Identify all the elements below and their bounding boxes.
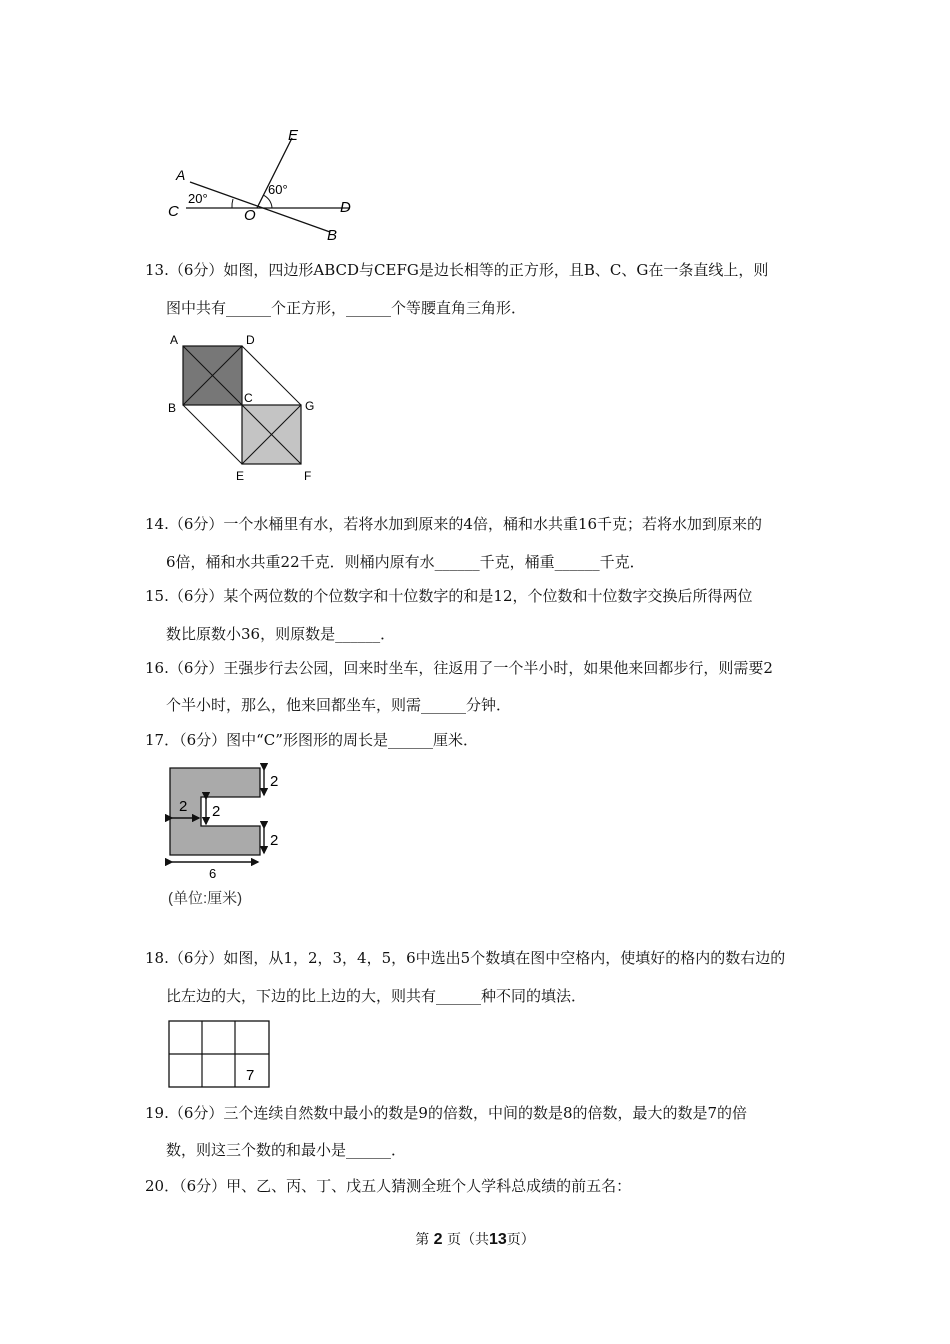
sq-label-A: A: [170, 333, 179, 347]
label-O: O: [244, 207, 256, 224]
q13-line1: 13.（6分）如图，四边形ABCD与CEFG是边长相等的正方形，且B、C、G在一条直线上，则: [145, 261, 769, 279]
q18-line2: 比左边的大，下边的比上边的大，则共有______种不同的填法．: [166, 987, 587, 1005]
c-dim-inner-h: 2: [212, 803, 221, 820]
q19-line2: 数，则这三个数的和最小是______．: [166, 1141, 407, 1159]
q18-line1: 18.（6分）如图，从1，2，3，4，5，6中选出5个数填在图中空格内，使填好的格内的数右边的: [145, 949, 786, 967]
page-footer: [0, 1229, 950, 1249]
q19-line1: 19.（6分）三个连续自然数中最小的数是9的倍数，中间的数是8的倍数，最大的数是7的倍: [145, 1104, 748, 1122]
q16-line2: 个半小时，那么，他来回都坐车，则需______分钟．: [166, 696, 512, 714]
label-E: E: [288, 127, 299, 144]
c-dim-inner-w: 2: [179, 798, 188, 815]
squares-figure: [160, 328, 330, 488]
q16-line1: 16.（6分）王强步行去公园，回来时坐车，往返用了一个半小时，如果他来回都步行，则需要2: [145, 659, 773, 677]
c-dim-width: 6: [209, 866, 217, 881]
c-shape-figure: [160, 760, 300, 912]
label-B: B: [327, 227, 338, 244]
angle-20: 20°: [188, 191, 208, 206]
q14-line1: 14.（6分）一个水桶里有水，若将水加到原来的4倍，桶和水共重16千克；若将水加到原来的: [145, 515, 763, 533]
q15-line1: 15.（6分）某个两位数的个位数字和十位数字的和是12，个位数和十位数字交换后所得两位: [145, 587, 753, 605]
q14-line2: 6倍，桶和水共重22千克．则桶内原有水______千克，桶重______千克．: [166, 553, 645, 571]
q17-line1: 17．（6分）图中“C”形图形的周长是______厘米．: [145, 731, 478, 749]
angle-figure: [160, 120, 370, 250]
sq-label-C: C: [244, 391, 253, 405]
footer-total: 13: [489, 1231, 507, 1248]
q15-line2: 数比原数小36，则原数是______．: [166, 625, 396, 643]
number-grid: [168, 1020, 272, 1090]
q13-line2: 图中共有______个正方形，______个等腰直角三角形．: [166, 299, 527, 317]
footer-suffix: 页）: [506, 1232, 535, 1248]
q20-line1: 20．（6分）甲、乙、丙、丁、戊五人猜测全班个人学科总成绩的前五名：: [145, 1177, 632, 1195]
sq-label-G: G: [305, 399, 315, 413]
footer-middle: 页（共: [447, 1232, 489, 1248]
grid-cell-value: 7: [246, 1067, 255, 1084]
label-C: C: [168, 203, 179, 220]
label-D: D: [340, 199, 351, 216]
c-dim-top: 2: [270, 773, 279, 790]
label-A: A: [176, 167, 186, 183]
sq-label-B: B: [168, 401, 177, 415]
footer-page: 2: [433, 1231, 443, 1248]
angle-60: 60°: [268, 182, 288, 197]
footer-prefix: 第: [415, 1232, 430, 1248]
c-dim-bottom: 2: [270, 832, 279, 849]
sq-label-E: E: [236, 469, 245, 483]
sq-label-F: F: [304, 469, 312, 483]
c-unit-label: (单位:厘米): [168, 890, 243, 907]
sq-label-D: D: [246, 333, 255, 347]
